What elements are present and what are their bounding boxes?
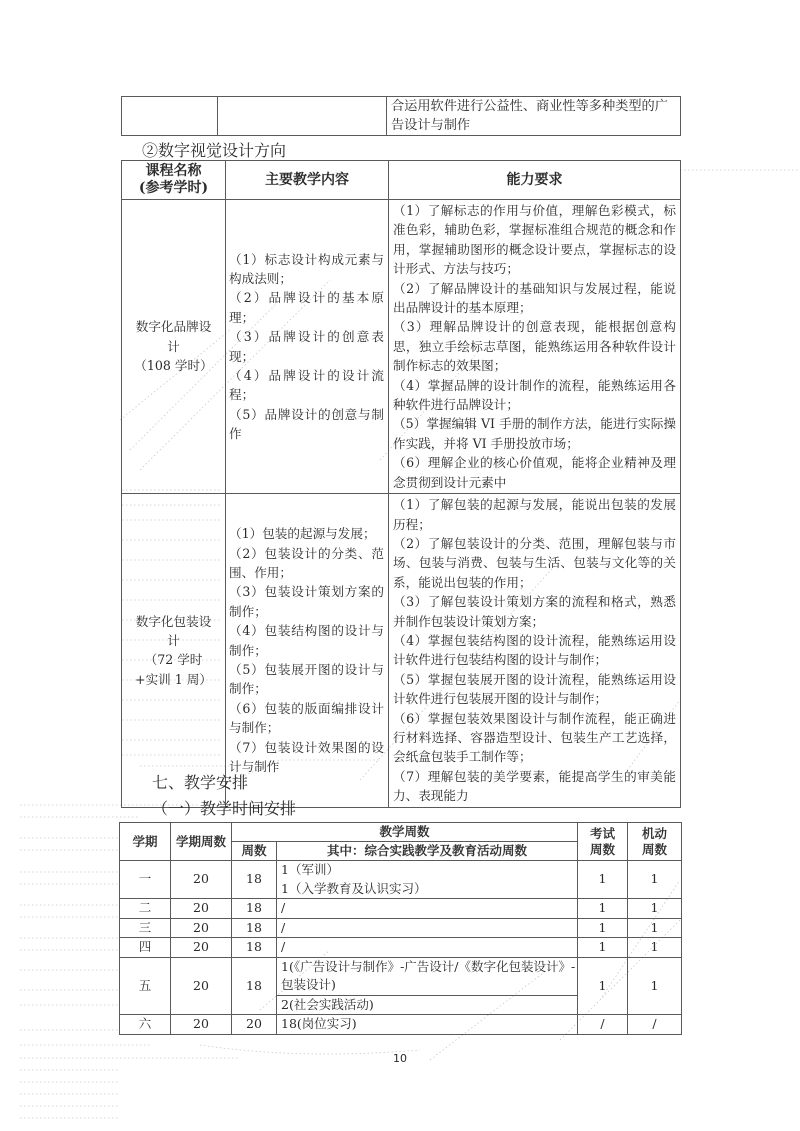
ability-requirement-cell bbox=[389, 200, 681, 494]
table-header-row bbox=[120, 823, 682, 842]
term-cell: 六 bbox=[120, 1015, 171, 1035]
weeks-cell: 20 bbox=[232, 1015, 277, 1035]
header-practice-weeks: 其中：综合实践教学及教育活动周数 bbox=[277, 842, 578, 861]
course-hours: （108 学时） bbox=[134, 358, 213, 374]
ability-requirement-cell: 合运用软件进行公益性、商业性等多种类型的广告设计与制作 bbox=[387, 97, 681, 136]
content-item: （1）标志设计构成元素与构成法则； bbox=[229, 251, 384, 286]
practice-cell: / bbox=[277, 899, 578, 919]
main-content-cell bbox=[226, 494, 389, 808]
requirement-item: （1）了解标志的作用与价值，理解色彩模式，标准色彩，辅助色彩，掌握标准组合规范的概念和作用，掌握辅助图形的概念设计要点，掌握标志的设计形式、方法与技巧； bbox=[393, 203, 676, 277]
content-item: （4）包装结构图的设计与制作； bbox=[229, 623, 384, 658]
practice-cell bbox=[277, 861, 578, 899]
header-teaching-weeks: 教学周数 bbox=[232, 823, 578, 842]
header-exam-line2: 周数 bbox=[590, 841, 616, 857]
term-cell: 四 bbox=[120, 938, 171, 958]
flex-cell: 1 bbox=[628, 861, 682, 899]
exam-cell: 1 bbox=[578, 957, 628, 1015]
exam-cell: / bbox=[578, 1015, 628, 1035]
table-row bbox=[120, 918, 682, 938]
practice-item: 1（入学教育及认识实习） bbox=[281, 880, 427, 896]
exam-cell: 1 bbox=[578, 899, 628, 919]
flex-cell: 1 bbox=[628, 957, 682, 1015]
practice-cell: / bbox=[277, 918, 578, 938]
practice-item: 1（军训） bbox=[281, 862, 339, 877]
exam-cell: 1 bbox=[578, 861, 628, 899]
requirement-item: （6）理解企业的核心价值观，能将企业精神及理念贯彻到设计元素中 bbox=[393, 455, 676, 490]
content-item: （4）品牌设计的设计流程； bbox=[229, 367, 384, 403]
exam-cell: 1 bbox=[578, 938, 628, 958]
flex-cell: 1 bbox=[628, 938, 682, 958]
practice-cell: / bbox=[277, 938, 578, 958]
weeks-cell: 18 bbox=[232, 918, 277, 938]
header-flex-weeks bbox=[628, 823, 682, 861]
exam-cell: 1 bbox=[578, 918, 628, 938]
header-term-weeks: 学期周数 bbox=[171, 823, 232, 861]
previous-course-table-fragment bbox=[121, 96, 681, 136]
practice-cell: 2(社会实践活动) bbox=[277, 995, 578, 1015]
header-exam-weeks bbox=[578, 823, 628, 861]
course-name-cell bbox=[122, 200, 226, 494]
requirement-item: （6）掌握包装效果图设计与制作流程，能正确进行材料选择、容器造型设计、包装生产工艺选择，会纸盒包装手工制作等； bbox=[393, 710, 676, 765]
requirement-item: （4）掌握包装结构图的设计流程，能熟练运用设计软件进行包装结构图的设计与制作； bbox=[393, 632, 676, 668]
course-name-cell bbox=[122, 494, 226, 808]
term-cell: 二 bbox=[120, 899, 171, 919]
subsection-heading-teaching-time: （一）教学时间安排 bbox=[152, 799, 297, 818]
flex-cell: 1 bbox=[628, 918, 682, 938]
header-flex-line1: 机动 bbox=[642, 825, 668, 841]
requirement-item: （7）理解包装的美学要素，能提高学生的审美能力、表现能力 bbox=[393, 768, 676, 804]
header-exam-line1: 考试 bbox=[590, 825, 616, 841]
term-cell: 三 bbox=[120, 918, 171, 938]
requirement-item: （1）了解包装的起源与发展，能说出包装的发展历程； bbox=[393, 497, 676, 532]
weeks-cell: 18 bbox=[232, 957, 277, 1015]
content-item: （5）品牌设计的创意与制作 bbox=[229, 406, 384, 442]
requirement-item: （5）掌握编辑 VI 手册的制作方法，能进行实际操作实践，并将 VI 手册投放市场； bbox=[393, 416, 676, 451]
content-item: （5）包装展开图的设计与制作； bbox=[229, 662, 384, 697]
table-row bbox=[120, 899, 682, 919]
content-item: （2）品牌设计的基本原理； bbox=[229, 290, 384, 325]
content-item: （3）包装设计策划方案的制作； bbox=[229, 584, 384, 619]
weeks-cell: 18 bbox=[232, 899, 277, 919]
table-row bbox=[120, 1015, 682, 1035]
table-row bbox=[122, 200, 681, 494]
section-heading-digital-visual: ②数字视觉设计方向 bbox=[142, 141, 287, 160]
header-ability: 能力要求 bbox=[389, 161, 681, 200]
header-course-hours-text: (参考学时) bbox=[138, 180, 209, 196]
digital-visual-course-table bbox=[121, 160, 681, 808]
practice-cell: 18(岗位实习) bbox=[277, 1015, 578, 1035]
course-name: 数字化包装设计 bbox=[135, 613, 212, 648]
term-weeks-cell: 20 bbox=[171, 938, 232, 958]
ability-requirement-cell bbox=[389, 494, 681, 808]
practice-cell: 1(《广告设计与制作》-广告设计/《数字化包装设计》-包装设计) bbox=[277, 957, 578, 995]
table-row bbox=[120, 957, 682, 995]
requirement-item: （2）了解包装设计的分类、范围，理解包装与市场、包装与消费、包装与生活、包装与文化等的关系，能说出包装的作用； bbox=[393, 535, 676, 590]
content-item: （7）包装设计效果图的设计与制作 bbox=[229, 739, 384, 775]
requirement-item: （3）了解包装设计策划方案的流程和格式，熟悉并制作包装设计策划方案； bbox=[393, 594, 676, 629]
header-term: 学期 bbox=[120, 823, 171, 861]
empty-cell bbox=[218, 97, 387, 136]
weeks-cell: 18 bbox=[232, 938, 277, 958]
main-content-cell bbox=[226, 200, 389, 494]
course-name: 数字化品牌设计 bbox=[135, 319, 212, 354]
flex-cell: / bbox=[628, 1015, 682, 1035]
term-weeks-cell: 20 bbox=[171, 918, 232, 938]
table-row bbox=[120, 861, 682, 899]
content-item: （3）品牌设计的创意表现； bbox=[229, 329, 384, 364]
requirement-item: （5）掌握包装展开图的设计流程，能熟练运用设计软件进行包装展开图的设计与制作； bbox=[393, 671, 676, 707]
content-item: （6）包装的版面编排设计与制作； bbox=[229, 700, 384, 736]
page-number: 10 bbox=[393, 1052, 407, 1065]
requirement-item: （2）了解品牌设计的基础知识与发展过程，能说出品牌设计的基本原理； bbox=[393, 280, 676, 316]
content-item: （1）包装的起源与发展； bbox=[229, 526, 376, 542]
flex-cell: 1 bbox=[628, 899, 682, 919]
section-heading-teaching-arrangement: 七、教学安排 bbox=[152, 773, 249, 792]
header-course-name bbox=[122, 161, 226, 200]
header-flex-line2: 周数 bbox=[642, 841, 668, 857]
empty-cell bbox=[122, 97, 218, 136]
term-cell: 五 bbox=[120, 957, 171, 1015]
table-header-row bbox=[122, 161, 681, 200]
requirement-item: （3）理解品牌设计的创意表现，能根据创意构思，独立手绘标志草图，能熟练运用各种软件设计制作标志的效果图； bbox=[393, 319, 676, 374]
course-hours: （72 学时+实训 1 周） bbox=[135, 652, 212, 687]
term-weeks-cell: 20 bbox=[171, 861, 232, 899]
term-weeks-cell: 20 bbox=[171, 899, 232, 919]
header-main-content: 主要教学内容 bbox=[226, 161, 389, 200]
weeks-cell: 18 bbox=[232, 861, 277, 899]
term-weeks-cell: 20 bbox=[171, 957, 232, 1015]
table-row bbox=[120, 938, 682, 958]
requirement-item: （4）掌握品牌的设计制作的流程，能熟练运用各种软件进行品牌设计； bbox=[393, 377, 676, 413]
term-weeks-cell: 20 bbox=[171, 1015, 232, 1035]
header-weeks: 周数 bbox=[232, 842, 277, 861]
table-row bbox=[122, 494, 681, 808]
content-item: （2）包装设计的分类、范围、作用； bbox=[229, 545, 384, 581]
term-cell: 一 bbox=[120, 861, 171, 899]
teaching-time-table bbox=[119, 822, 682, 1035]
header-course-name-text: 课程名称 bbox=[145, 163, 202, 179]
